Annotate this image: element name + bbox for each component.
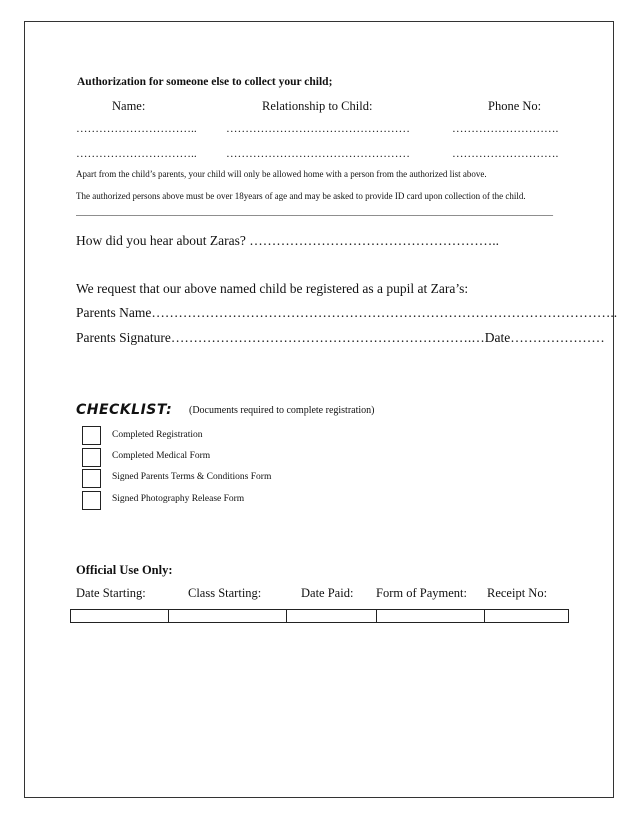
class-starting-cell[interactable] — [169, 610, 287, 623]
column-receipt-no: Receipt No: — [487, 586, 548, 600]
column-name-label: Name: — [112, 99, 146, 113]
name-field-2[interactable]: ………………………….. — [76, 148, 197, 160]
authorization-title: Authorization for someone else to collect your child; — [77, 76, 333, 88]
column-relationship-label: Relationship to Child: — [262, 99, 373, 113]
phone-field-2[interactable]: ………………………. — [452, 148, 559, 160]
checklist-item-label: Completed Registration — [112, 430, 203, 440]
column-phone-label: Phone No: — [488, 99, 542, 113]
official-use-title: Official Use Only: — [76, 563, 173, 577]
relationship-field-1[interactable]: ………………………………………… — [226, 123, 410, 135]
official-use-table — [70, 609, 569, 623]
column-form-of-payment: Form of Payment: — [376, 586, 467, 600]
receipt-no-cell[interactable] — [484, 610, 568, 623]
date-starting-cell[interactable] — [71, 610, 169, 623]
column-date-starting: Date Starting: — [76, 586, 146, 600]
checkbox-signed-photography[interactable] — [82, 491, 101, 510]
referral-question[interactable]: How did you hear about Zaras? ……………………………………………….. — [76, 233, 499, 248]
checklist-item-label: Signed Photography Release Form — [112, 494, 245, 504]
table-row — [71, 610, 569, 623]
parents-signature-field[interactable]: Parents Signature………………………………………………………….…Date………………… — [76, 330, 605, 345]
checklist-item-label: Signed Parents Terms & Conditions Form — [112, 472, 272, 482]
checkbox-signed-terms[interactable] — [82, 469, 101, 488]
authorization-note-2: The authorized persons above must be over 18years of age and may be asked to provide ID card upon collection of the child. — [76, 191, 526, 201]
form-of-payment-cell[interactable] — [376, 610, 484, 623]
name-field-1[interactable]: ………………………….. — [76, 123, 197, 135]
checklist-item-label: Completed Medical Form — [112, 451, 211, 461]
authorization-note-1: Apart from the child’s parents, your child will only be allowed home with a person from the authorized list above. — [76, 169, 487, 179]
checkbox-completed-medical-form[interactable] — [82, 448, 101, 467]
registration-request: We request that our above named child be registered as a pupil at Zara’s: — [76, 281, 469, 296]
checkbox-completed-registration[interactable] — [82, 426, 101, 445]
checklist-title: CHECKLIST: — [76, 402, 173, 418]
column-date-paid: Date Paid: — [301, 586, 354, 600]
checklist-subtitle: (Documents required to complete registration) — [189, 405, 375, 416]
relationship-field-2[interactable]: ………………………………………… — [226, 148, 410, 160]
column-class-starting: Class Starting: — [188, 586, 262, 600]
parents-name-field[interactable]: Parents Name………………………………………………………………………………………….. — [76, 305, 618, 320]
date-paid-cell[interactable] — [287, 610, 376, 623]
section-separator: __________________________________________________________________________________________________________ — [76, 207, 553, 217]
phone-field-1[interactable]: ………………………. — [452, 123, 559, 135]
